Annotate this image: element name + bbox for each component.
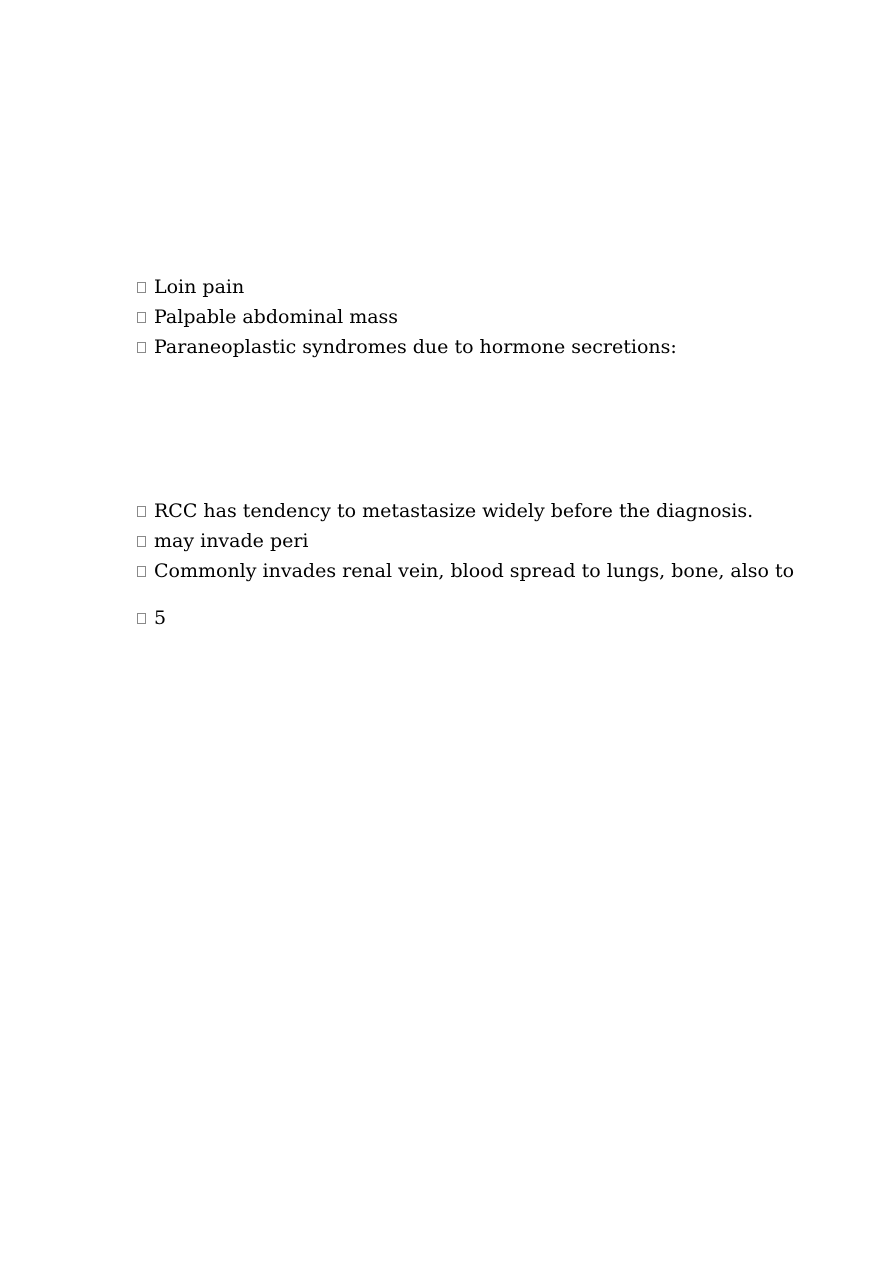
list-item <box>137 305 398 329</box>
missing-glyph-box-icon <box>137 342 146 353</box>
missing-glyph-box-icon <box>137 506 146 517</box>
list-item-text: Commonly invades renal vein, blood spread to lungs, bone, also to <box>154 560 795 582</box>
list-item <box>137 275 244 299</box>
list-item-text: Paraneoplastic syndromes due to hormone secretions: <box>154 336 677 358</box>
missing-glyph-box-icon <box>137 566 146 577</box>
list-item-text: Palpable abdominal mass <box>154 306 399 328</box>
list-item <box>137 335 677 359</box>
list-item <box>137 529 309 553</box>
missing-glyph-box-icon <box>137 536 146 547</box>
list-item-text: 5 <box>154 607 167 629</box>
list-item <box>137 559 794 583</box>
list-item <box>137 606 166 630</box>
missing-glyph-box-icon <box>137 312 146 323</box>
list-item <box>137 499 753 523</box>
list-item-text: RCC has tendency to metastasize widely before the diagnosis. <box>154 500 754 522</box>
list-item-text: may invade peri <box>154 530 309 552</box>
list-item-text: Loin pain <box>154 276 245 298</box>
missing-glyph-box-icon <box>137 282 146 293</box>
missing-glyph-box-icon <box>137 613 146 624</box>
